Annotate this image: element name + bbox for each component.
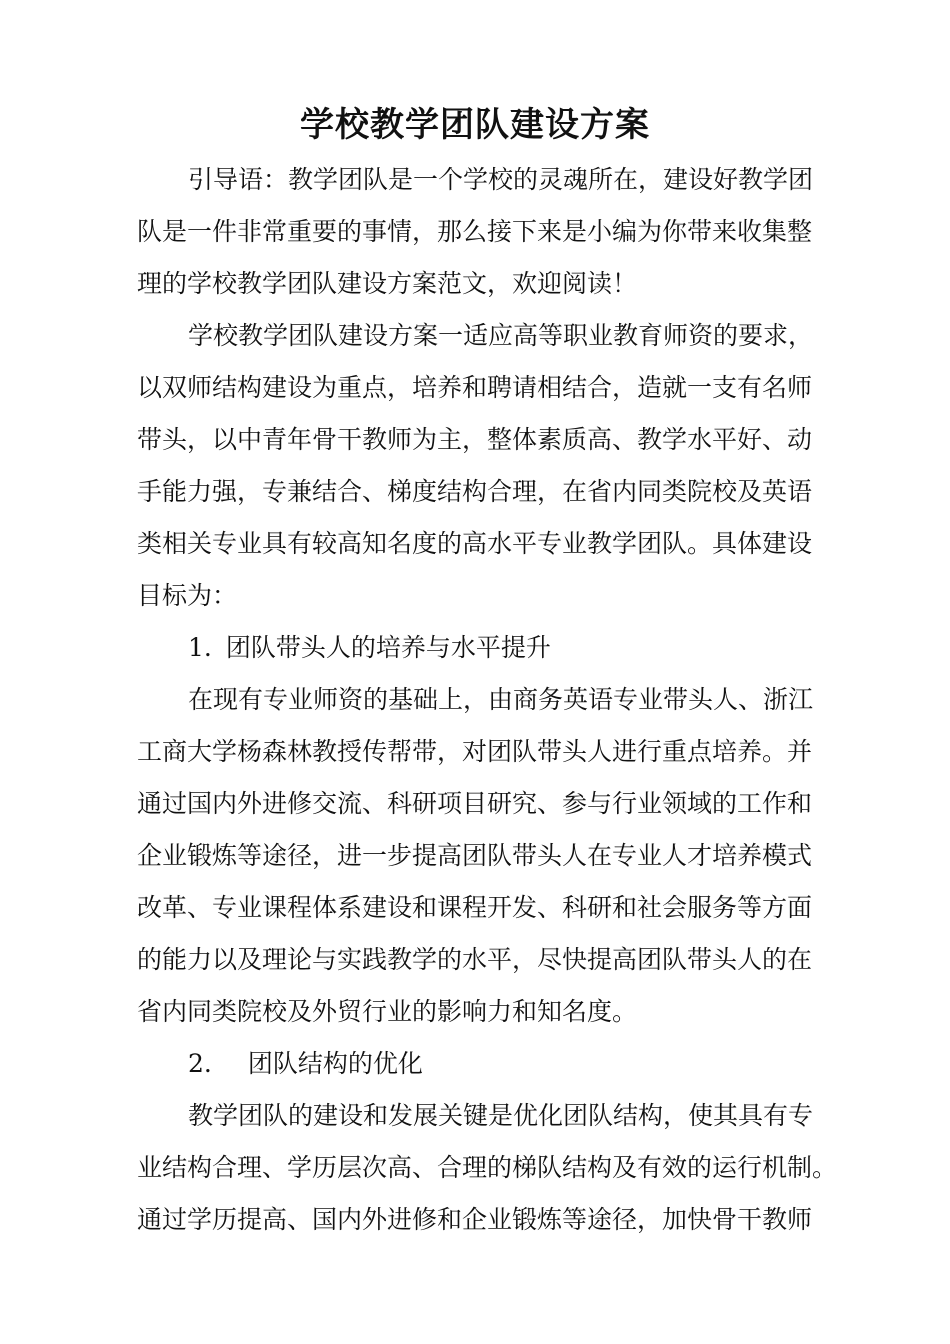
paragraph-line: 企业锻炼等途径，进一步提高团队带头人在专业人才培养模式	[137, 841, 813, 870]
document-title: 学校教学团队建设方案	[300, 105, 650, 145]
paragraph-line: 队是一件非常重要的事情，那么接下来是小编为你带来收集整	[137, 217, 813, 246]
paragraph-line: 的能力以及理论与实践教学的水平，尽快提高团队带头人的在	[137, 945, 813, 974]
paragraph-line: 带头，以中青年骨干教师为主，整体素质高、教学水平好、动	[137, 425, 813, 454]
paragraph-line: 通过国内外进修交流、科研项目研究、参与行业领域的工作和	[137, 789, 813, 818]
section-heading-1	[137, 622, 837, 674]
paragraph-line: 教学团队的建设和发展关键是优化团队结构，使其具有专	[188, 1101, 814, 1130]
paragraph-line: 通过学历提高、国内外进修和企业锻炼等途径，加快骨干教师	[137, 1205, 813, 1234]
paragraph-line: 工商大学杨森林教授传帮带，对团队带头人进行重点培养。并	[137, 737, 813, 766]
paragraph-line: 引导语：教学团队是一个学校的灵魂所在，建设好教学团	[188, 165, 814, 194]
paragraph-line: 手能力强，专兼结合、梯度结构合理，在省内同类院校及英语	[137, 477, 813, 506]
paragraph-line: 目标为：	[137, 581, 238, 610]
section-number: 2.	[188, 1049, 212, 1078]
section-heading-2	[137, 1038, 837, 1090]
document-body	[137, 154, 837, 1246]
paragraph-line: 业结构合理、学历层次高、合理的梯队结构及有效的运行机制。	[137, 1153, 838, 1182]
paragraph-line: 理的学校教学团队建设方案范文，欢迎阅读！	[137, 269, 638, 298]
paragraph-line: 学校教学团队建设方案一适应高等职业教育师资的要求，	[188, 321, 814, 350]
section-heading-text: 团队带头人的培养与水平提升	[225, 633, 551, 662]
paragraph-line: 改革、专业课程体系建设和课程开发、科研和社会服务等方面	[137, 893, 813, 922]
paragraph-line: 以双师结构建设为重点，培养和聘请相结合，造就一支有名师	[137, 373, 813, 402]
section-number: 1.	[188, 633, 212, 662]
section-heading-text: 团队结构的优化	[247, 1049, 423, 1078]
paragraph-line: 在现有专业师资的基础上，由商务英语专业带头人、浙江	[188, 685, 814, 714]
paragraph-line: 类相关专业具有较高知名度的高水平专业教学团队。具体建设	[137, 529, 813, 558]
paragraph-line: 省内同类院校及外贸行业的影响力和知名度。	[137, 997, 638, 1026]
